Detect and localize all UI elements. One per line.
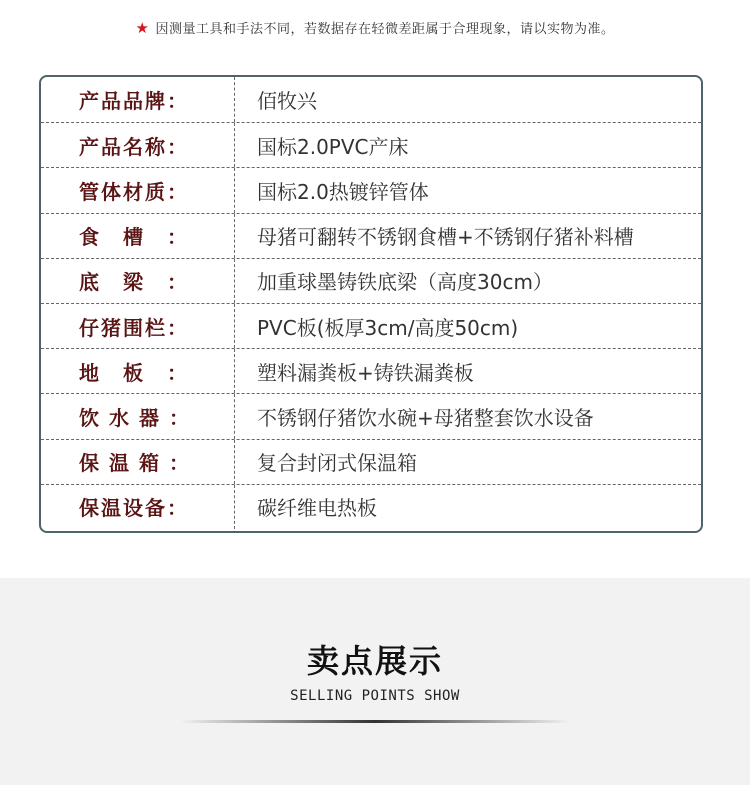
spec-label: 保温设备： bbox=[41, 485, 235, 529]
spec-value: 复合封闭式保温箱 bbox=[257, 451, 417, 476]
spec-table bbox=[39, 75, 703, 533]
section-title: 卖点展示 bbox=[306, 642, 443, 680]
spec-value: 国标2.0热镀锌管体 bbox=[257, 179, 429, 204]
spec-label: 食 槽 ： bbox=[41, 214, 235, 258]
spec-label: 产品品牌： bbox=[41, 77, 235, 122]
measurement-notice bbox=[0, 18, 750, 37]
spec-row-feed-trough bbox=[41, 213, 701, 258]
spec-label: 仔猪围栏： bbox=[41, 304, 235, 348]
spec-value: 佰牧兴 bbox=[257, 89, 317, 114]
spec-value: 国标2.0PVC产床 bbox=[257, 134, 409, 159]
spec-label: 产品名称： bbox=[41, 123, 235, 167]
spec-value: 母猪可翻转不锈钢食槽+不锈钢仔猪补料槽 bbox=[257, 225, 634, 250]
spec-value: 加重球墨铸铁底梁（高度30cm） bbox=[257, 270, 553, 295]
spec-row-heating-device bbox=[41, 484, 701, 529]
spec-value: PVC板(板厚3cm/高度50cm) bbox=[257, 315, 519, 340]
spec-row-product-name bbox=[41, 122, 701, 167]
spec-row-piglet-fence bbox=[41, 303, 701, 348]
spec-label: 管体材质： bbox=[41, 168, 235, 212]
spec-label: 底 梁 ： bbox=[41, 259, 235, 303]
star-icon: ★ bbox=[135, 19, 150, 37]
spec-row-heat-box bbox=[41, 439, 701, 484]
spec-label: 饮水器： bbox=[41, 394, 235, 438]
spec-label: 保温箱： bbox=[41, 440, 235, 484]
spec-value: 不锈钢仔猪饮水碗+母猪整套饮水设备 bbox=[257, 405, 594, 430]
spec-row-base-beam bbox=[41, 258, 701, 303]
spec-value: 塑料漏粪板+铸铁漏粪板 bbox=[257, 360, 474, 385]
selling-points-section bbox=[0, 578, 750, 785]
spec-row-drinker bbox=[41, 393, 701, 438]
spec-row-brand bbox=[41, 77, 701, 122]
section-subtitle: SELLING POINTS SHOW bbox=[290, 688, 460, 704]
notice-text: 因测量工具和手法不同，若数据存在轻微差距属于合理现象，请以实物为准。 bbox=[155, 22, 615, 37]
spec-value: 碳纤维电热板 bbox=[257, 496, 377, 521]
spec-label: 地 板 ： bbox=[41, 349, 235, 393]
spec-row-pipe-material bbox=[41, 167, 701, 212]
spec-row-floor bbox=[41, 348, 701, 393]
section-divider bbox=[180, 720, 570, 723]
